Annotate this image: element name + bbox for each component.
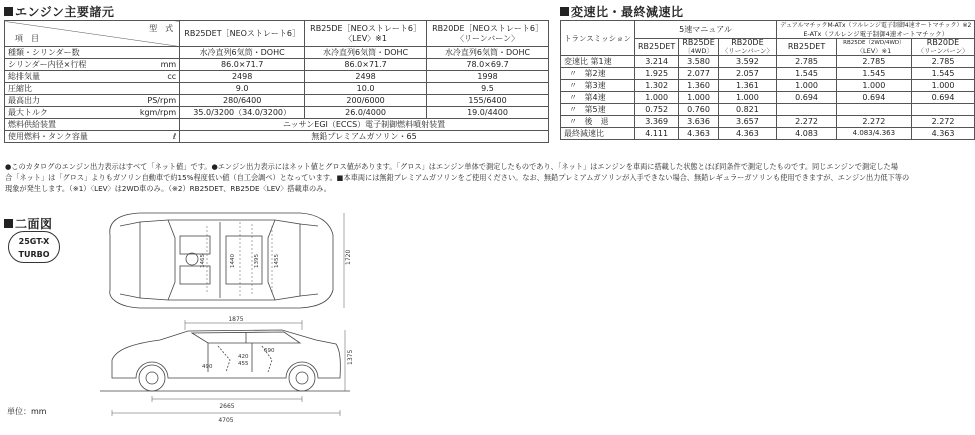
gear-row-mark: 〃 (569, 81, 577, 90)
dim-front-track: 1465 (200, 254, 206, 268)
dim-height: 1375 (347, 349, 354, 365)
gear-cell: 2.077 (679, 68, 718, 80)
gear-cell: 1.000 (911, 80, 975, 92)
spec-cell: 155/6400 (427, 95, 549, 107)
gear-cell: 2.785 (837, 56, 912, 68)
gear-cell: 0.694 (911, 92, 975, 104)
gear-cell: 4.363 (911, 128, 975, 140)
spec-cell: 86.0×71.7 (180, 59, 305, 71)
gear-col-line2: 〈リーンバーン〉 (917, 47, 969, 55)
spec-cell: 水冷直列6気筒・DOHC (180, 47, 305, 59)
gear-row-mark: 〃 (569, 105, 577, 114)
gear-cell: 0.821 (718, 104, 776, 116)
spec-row-unit: kgm/rpm (122, 107, 180, 119)
spec-cell: 9.0 (180, 83, 305, 95)
gear-row-text: 後 退 (584, 117, 609, 126)
spec-row-label: 圧縮比 (5, 83, 122, 95)
gear-cell: 2.785 (911, 56, 975, 68)
gear-cell: 1.545 (777, 68, 837, 80)
gear-cell: 4.363 (679, 128, 718, 140)
dim-wheelbase: 2665 (219, 403, 235, 410)
spec-cell: 26.0/4000 (305, 107, 427, 119)
spec-row-label: シリンダー内径×行程 (5, 59, 122, 71)
spec-cell: 2498 (180, 71, 305, 83)
spec-cell: 78.0×69.7 (427, 59, 549, 71)
gear-cell: 1.000 (718, 92, 776, 104)
gear-cell: 4.111 (634, 128, 678, 140)
spec-cell: 200/6000 (305, 95, 427, 107)
car-side-view (112, 330, 340, 391)
gear-cell: 0.752 (634, 104, 678, 116)
gear-cell: 3.636 (679, 116, 718, 128)
spec-cell: 10.0 (305, 83, 427, 95)
gear-cell: 3.369 (634, 116, 678, 128)
gear-row-mark: 〃 (569, 117, 577, 126)
gear-cell: 1.000 (634, 92, 678, 104)
gear-cell: 1.000 (679, 92, 718, 104)
gear-ratio-title-text: 変速比・最終減速比 (571, 5, 684, 19)
spec-row-label: 種類・シリンダー数 (5, 47, 122, 59)
gear-cell: 1.925 (634, 68, 678, 80)
gear-cell: 3.580 (679, 56, 718, 68)
spec-row-label: 総排気量 (5, 71, 122, 83)
spec-cell: 9.5 (427, 83, 549, 95)
gear-col-line2: 〔4WD〕 (684, 47, 713, 55)
dim-interior-b: 1395 (254, 254, 260, 268)
gear-row-text: 第4速 (584, 93, 606, 102)
dim-interior-a: 1440 (230, 254, 236, 268)
gear-cell: 1.360 (679, 80, 718, 92)
spec-cell: 35.0/3200（34.0/3200） (180, 107, 305, 119)
gear-cell: 1.545 (837, 68, 912, 80)
gear-row-text: 第5速 (584, 105, 606, 114)
spec-cell: 86.0×71.7 (305, 59, 427, 71)
gear-col-line1: RB25DE (682, 38, 715, 47)
gear-row-mark: 〃 (569, 69, 577, 78)
model-label: 型 式 (149, 24, 174, 33)
gear-cell: 4.083/4.363 (837, 128, 912, 140)
gear-cell: 3.657 (718, 116, 776, 128)
spec-col-line1: RB25DET［NEOストレート6］ (184, 28, 301, 38)
badge-line2: TURBO (18, 250, 50, 259)
spec-cell: 19.0/4400 (427, 107, 549, 119)
spec-row-label: 最大トルク (5, 107, 122, 119)
transmission-label: トランスミッション (561, 21, 635, 56)
gear-cell: 0.694 (777, 92, 837, 104)
spec-col-line2: 〈LEV〉※1 (344, 33, 387, 43)
gear-cell: 3.592 (718, 56, 776, 68)
spec-row-label: 燃料供給装置 (5, 119, 180, 131)
auto-group-line1: デュアルマチックM-ATx（フルレンジ電子制御4速オートマチック）※2 (780, 21, 972, 29)
spec-row-unit: PS/rpm (122, 95, 180, 107)
gear-cell: 1.361 (718, 80, 776, 92)
spec-row-label: 最高出力 (5, 95, 122, 107)
gear-row-mark: 〃 (569, 93, 577, 102)
gear-cell: 2.272 (777, 116, 837, 128)
auto-group-line2: E-ATx（フルレンジ電子制御4速オートマチック） (803, 29, 949, 38)
gear-row-mark: 変速比 (564, 57, 588, 66)
car-top-view (110, 213, 333, 308)
gear-row-text: 第1速 (590, 57, 612, 66)
spec-col-line2: 〈リーンバーン〉 (455, 33, 520, 43)
gear-cell: 1.545 (911, 68, 975, 80)
gear-cell: 3.214 (634, 56, 678, 68)
gear-cell: 1.000 (777, 80, 837, 92)
gear-cell: 0.694 (837, 92, 912, 104)
gear-col-line1: RB25DET (637, 42, 676, 51)
gear-col-line1: RB20DE (731, 38, 764, 47)
dim-seat-a: 490 (202, 364, 213, 370)
gear-col-line1: RB20DE (926, 38, 960, 47)
spec-col-line1: RB20DE［NEOストレート6］ (432, 23, 543, 33)
gear-col-line1: RB25DE（2WD/4WD） (843, 40, 905, 46)
gear-col-line2: 〈LEV〉※1 (856, 47, 892, 55)
gear-row-text: 第2速 (584, 69, 606, 78)
spec-cell: ニッサンEGI（ECCS）電子制御燃料噴射装置 (180, 119, 549, 131)
gear-cell: 1.302 (634, 80, 678, 92)
dim-width: 1720 (345, 249, 352, 265)
gear-cell: 2.272 (911, 116, 975, 128)
gear-row-mark: 最終減速比 (564, 129, 604, 138)
gear-cell: 2.057 (718, 68, 776, 80)
spec-cell: 2498 (305, 71, 427, 83)
footnote-line: 現象が発生します。（※1）〈LEV〉は2WD車のみ。（※2）RB25DET、RB25DE〈LEV〉搭載車のみ。 (5, 184, 331, 193)
dim-seat-b: 420 (238, 354, 249, 360)
footnote-line: 合「ネット」は「グロス」よりもガソリン自動車で約15%程度低い値（自工会調べ）となっています。■本車両には無鉛プレミアムガソリンをご使用ください。なお、無鉛プレミアムガソリンが入手できない場合、無鉛レギュラーガソリンも使用できますが、エンジン出力低下等の (5, 173, 910, 182)
gear-cell: 2.272 (837, 116, 912, 128)
spec-row-unit: mm (122, 59, 180, 71)
footnote-line: ●このカタログのエンジン出力表示はすべて「ネット値」です。●エンジン出力表示にはネット値とグロス値があります。「グロス」はエンジン単体で測定したものであり、「ネット」はエンジンを車両に搭載した状態とほぼ同条件で測定したものです。同じエンジンで測定した場 (5, 162, 898, 171)
gear-col-line1: RB25DET (787, 42, 826, 51)
spec-col-line1: RB25DE［NEOストレート6］ (310, 23, 422, 33)
gear-cell: 1.000 (837, 80, 912, 92)
badge-line1: 25GT-X (18, 237, 50, 246)
spec-cell: 水冷直列6気筒・DOHC (305, 47, 427, 59)
item-label: 項 目 (15, 34, 39, 43)
dim-interior-length: 1875 (228, 316, 244, 323)
drawing-title-text: 二面図 (15, 217, 53, 231)
dim-seat-d: 690 (264, 348, 275, 354)
dim-overall-length: 4705 (218, 417, 234, 424)
spec-row-label: 使用燃料・タンク容量 (5, 131, 122, 143)
spec-row-unit: cc (122, 71, 180, 83)
spec-cell: 280/6400 (180, 95, 305, 107)
gear-col-line2: 〈リーンバーン〉 (721, 47, 774, 55)
spec-cell: 水冷直列6気筒・DOHC (427, 47, 549, 59)
gear-cell: 2.785 (777, 56, 837, 68)
manual-group-header: 5速マニュアル (634, 21, 776, 39)
spec-row-unit: ℓ (122, 131, 180, 143)
unit-label: 単位：mm (7, 407, 47, 416)
spec-cell: 無鉛プレミアムガソリン・65 (180, 131, 549, 143)
gear-cell: 4.363 (718, 128, 776, 140)
spec-cell: 1998 (427, 71, 549, 83)
gear-cell: 4.083 (777, 128, 837, 140)
dim-seat-c: 455 (238, 361, 249, 367)
dim-rear-track: 1455 (274, 254, 280, 268)
gear-cell: 0.760 (679, 104, 718, 116)
gear-row-text: 第3速 (584, 81, 606, 90)
engine-spec-title-text: エンジン主要諸元 (15, 5, 115, 19)
